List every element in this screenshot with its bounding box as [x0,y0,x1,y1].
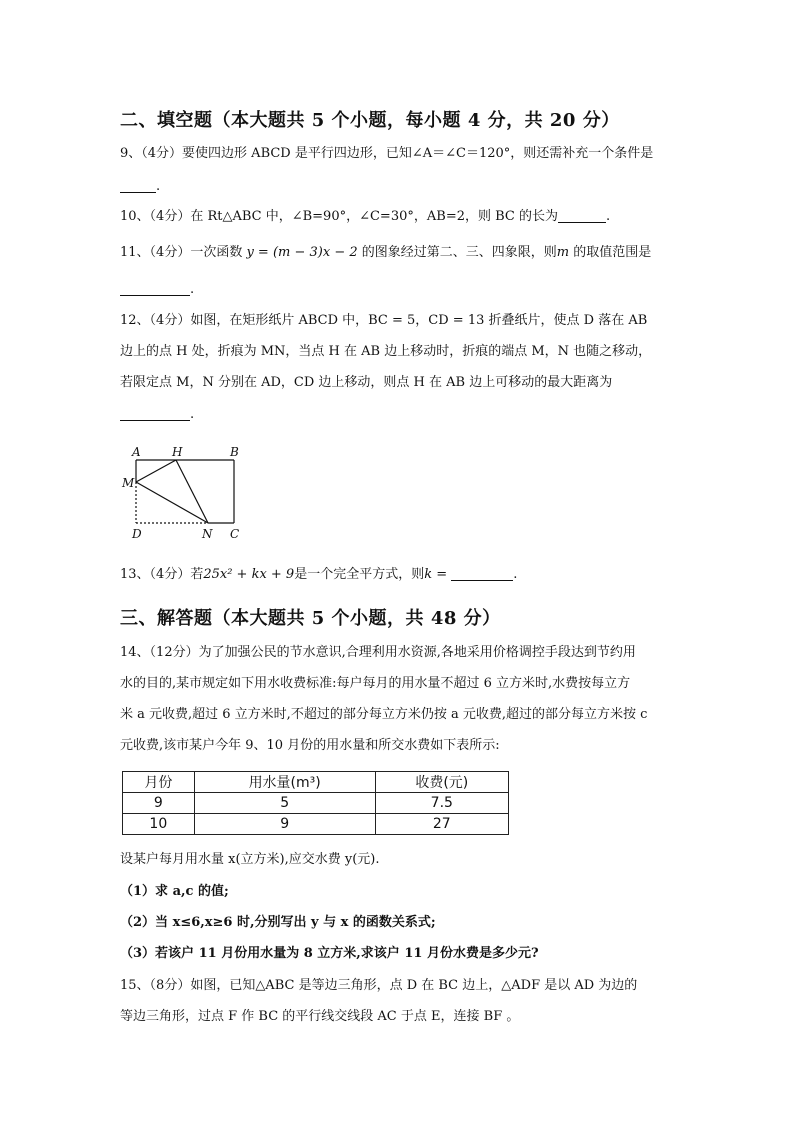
question-12-end: . [190,407,195,422]
question-15-line-1: 15、（8分）如图，已知△ABC 是等边三角形，点 D 在 BC 边上，△ADF 是以 AD 为边的 [120,978,638,993]
question-10 [120,208,610,226]
cell-fee: 27 [375,814,508,835]
label-h: H [172,445,183,459]
question-11-formula: y = (m − 3)x − 2 [246,245,358,260]
table-row [123,793,509,814]
label-c: C [230,527,240,541]
answer-blank-10[interactable] [558,208,606,223]
question-14-part-3: （3）若该户 11 月份用水量为 8 立方米,求该户 11 月份水费是多少元? [120,946,539,961]
answer-blank-9[interactable] [120,178,156,193]
question-14-part-2: （2）当 x≤6,x≥6 时,分别写出 y 与 x 的函数关系式; [120,915,436,930]
question-14-line-2: 水的目的,某市规定如下用水收费标准:每户每月的用水量不超过 6 立方米时,水费按每立方 [120,676,631,691]
question-14-line-1: 14、（12分）为了加强公民的节水意识,合理利用水资源,各地采用价格调控手段达到节约用 [120,645,636,660]
cell-usage: 5 [194,793,375,814]
cell-month: 9 [123,793,195,814]
question-14-line-3: 米 a 元收费,超过 6 立方米时,不超过的部分每立方米仍按 a 元收费,超过的部分每立方米按 c [120,707,648,722]
label-n: N [202,527,213,541]
question-10-text: 10、（4分）在 Rt△ABC 中，∠B=90°，∠C=30°，AB=2，则 BC 的长为 [120,209,558,224]
section-2-heading: 二、填空题（本大题共 5 个小题，每小题 4 分，共 20 分） [120,110,620,131]
question-13-end: . [513,567,518,582]
question-12-line-3: 若限定点 M，N 分别在 AD，CD 边上移动，则点 H 在 AB 边上可移动的最大距离为 [120,375,613,390]
question-11-var: m [556,245,570,260]
question-11-pre: 11、（4分）一次函数 [120,245,247,260]
header-usage: 用水量(m³) [194,772,375,793]
table-row [123,814,509,835]
label-d: D [132,527,142,541]
water-fee-table [122,771,509,835]
header-fee: 收费(元) [375,772,508,793]
rectangle-folding-figure [116,440,256,544]
answer-blank-13[interactable] [451,566,513,581]
segment-mh [136,460,176,482]
question-12-line-2: 边上的点 H 处，折痕为 MN，当点 H 在 AB 边上移动时，折痕的端点 M，N 也随之移动， [120,344,652,359]
answer-blank-11[interactable] [120,281,190,296]
question-10-end: . [605,209,611,224]
question-14-setup: 设某户每月用水量 x(立方米),应交水费 y(元). [120,852,380,867]
table-header-row [123,772,509,793]
question-9-line-2 [120,178,160,196]
cell-usage: 9 [194,814,375,835]
question-12-line-4 [120,406,194,424]
question-11-mid: 的图象经过第二、三、四象限，则 [357,245,557,260]
question-14-part-1: （1）求 a,c 的值; [120,884,229,899]
cell-month: 10 [123,814,195,835]
question-9-end: . [156,179,161,194]
question-13-var: k = [424,567,448,582]
header-month: 月份 [123,772,195,793]
question-11-line-2 [120,281,194,299]
question-14-line-4: 元收费,该市某户今年 9、10 月份的用水量和所交水费如下表所示: [120,738,500,753]
question-11-post: 的取值范围是 [569,245,652,260]
question-15-line-2: 等边三角形，过点 F 作 BC 的平行线交线段 AC 于点 E，连接 BF 。 [120,1009,520,1024]
answer-blank-12[interactable] [120,406,190,421]
question-11-line-1 [120,244,651,262]
label-b: B [230,445,239,459]
label-a: A [132,445,141,459]
question-11-end: . [190,282,195,297]
question-12-line-1: 12、（4分）如图，在矩形纸片 ABCD 中，BC = 5，CD = 13 折叠纸片，使点 D 落在 AB [120,313,648,328]
question-13-formula: 25x² + kx + 9 [203,567,295,582]
label-m: M [122,476,135,490]
question-9-line-1: 9、（4分）要使四边形 ABCD 是平行四边形，已知∠A＝∠C＝120°，则还需补充一个条件是 [120,146,654,161]
section-3-heading: 三、解答题（本大题共 5 个小题，共 48 分） [120,608,501,629]
cell-fee: 7.5 [375,793,508,814]
question-13 [120,566,517,584]
question-13-mid: 是一个完全平方式，则 [294,567,425,582]
question-13-pre: 13、（4分）若 [120,567,204,582]
